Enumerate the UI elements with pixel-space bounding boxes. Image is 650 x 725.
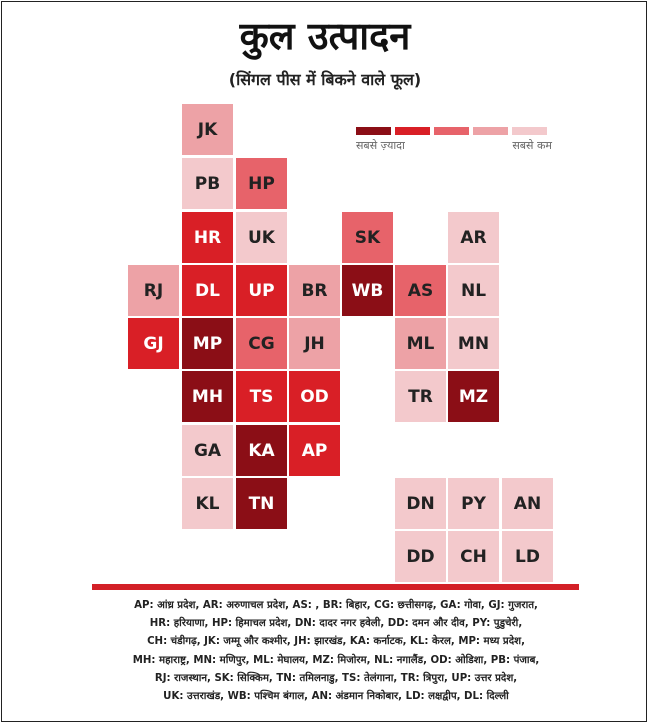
tile-ld: LD: [502, 531, 553, 582]
legend: [356, 127, 552, 157]
tile-sk: SK: [342, 212, 393, 263]
tile-gj: GJ: [128, 318, 179, 369]
legend-swatch-2: [395, 127, 430, 135]
abbreviation-line: MH: महाराष्ट्र, MN: मणिपुर, ML: मेघालय, MZ: मिजोरम, NL: नगालैंड, OD: ओडिशा, PB: पंजाब,: [132, 654, 540, 666]
tile-hp: HP: [236, 158, 287, 209]
legend-swatch-1: [356, 127, 391, 135]
tile-tr: TR: [395, 371, 446, 422]
tile-nl: NL: [448, 265, 499, 316]
page-subtitle: (सिंगल पीस में बिकने वाले फूल): [228, 70, 422, 89]
tile-jh: JH: [289, 318, 340, 369]
tile-ml: ML: [395, 318, 446, 369]
tile-pb: PB: [182, 158, 233, 209]
page-title: कुल उत्पादन: [239, 13, 411, 58]
tile-ar: AR: [448, 212, 499, 263]
abbreviation-line: HR: हरियाणा, HP: हिमाचल प्रदेश, DN: दादर नगर हवेली, DD: दमन और दीव, PY: पुडुचेरी,: [149, 618, 523, 630]
tile-ts: TS: [236, 371, 287, 422]
tile-dl: DL: [182, 265, 233, 316]
tile-up: UP: [236, 265, 287, 316]
tile-ap: AP: [289, 425, 340, 476]
abbreviation-line: UK: उत्तराखंड, WB: पश्चिम बंगाल, AN: अंडमान निकोबार, LD: लक्षद्वीप, DL: दिल्ली: [163, 691, 509, 703]
legend-swatch-4: [473, 127, 508, 135]
tile-br: BR: [289, 265, 340, 316]
tile-ch: CH: [448, 531, 499, 582]
tile-mh: MH: [182, 371, 233, 422]
tile-uk: UK: [236, 212, 287, 263]
tile-ga: GA: [182, 425, 233, 476]
abbreviation-line: AP: आंध्र प्रदेश, AR: अरुणाचल प्रदेश, AS: , BR: बिहार, CG: छत्तीसगढ़, GA: गोवा, GJ: गुजरात,: [134, 600, 538, 611]
tile-od: OD: [289, 371, 340, 422]
tile-py: PY: [448, 478, 499, 529]
legend-low-label: सबसे कम: [512, 139, 552, 152]
tile-wb: WB: [342, 265, 393, 316]
legend-swatch-5: [512, 127, 547, 135]
abbreviation-line: CH: चंडीगढ़, JK: जम्मू और कश्मीर, JH: झारखंड, KA: कर्नाटक, KL: केरल, MP: मध्य प्रदेश,: [147, 636, 525, 648]
tile-mn: MN: [448, 318, 499, 369]
abbreviation-line: RJ: राजस्थान, SK: सिक्किम, TN: तमिलनाडु, TS: तेलंगाना, TR: त्रिपुरा, UP: उत्तर प्रदेश,: [154, 672, 518, 684]
tile-an: AN: [502, 478, 553, 529]
tile-as: AS: [395, 265, 446, 316]
tile-jk: JK: [182, 104, 233, 155]
tile-ka: KA: [236, 425, 287, 476]
tile-cg: CG: [236, 318, 287, 369]
legend-swatch-3: [434, 127, 469, 135]
tile-mp: MP: [182, 318, 233, 369]
tile-dd: DD: [395, 531, 446, 582]
tile-rj: RJ: [128, 265, 179, 316]
divider-bar: [92, 584, 579, 590]
tile-mz: MZ: [448, 371, 499, 422]
tile-dn: DN: [395, 478, 446, 529]
abbreviation-key: [96, 597, 576, 706]
legend-high-label: सबसे ज़्यादा: [356, 139, 405, 152]
tile-tn: TN: [236, 478, 287, 529]
tile-hr: HR: [182, 212, 233, 263]
tile-kl: KL: [182, 478, 233, 529]
